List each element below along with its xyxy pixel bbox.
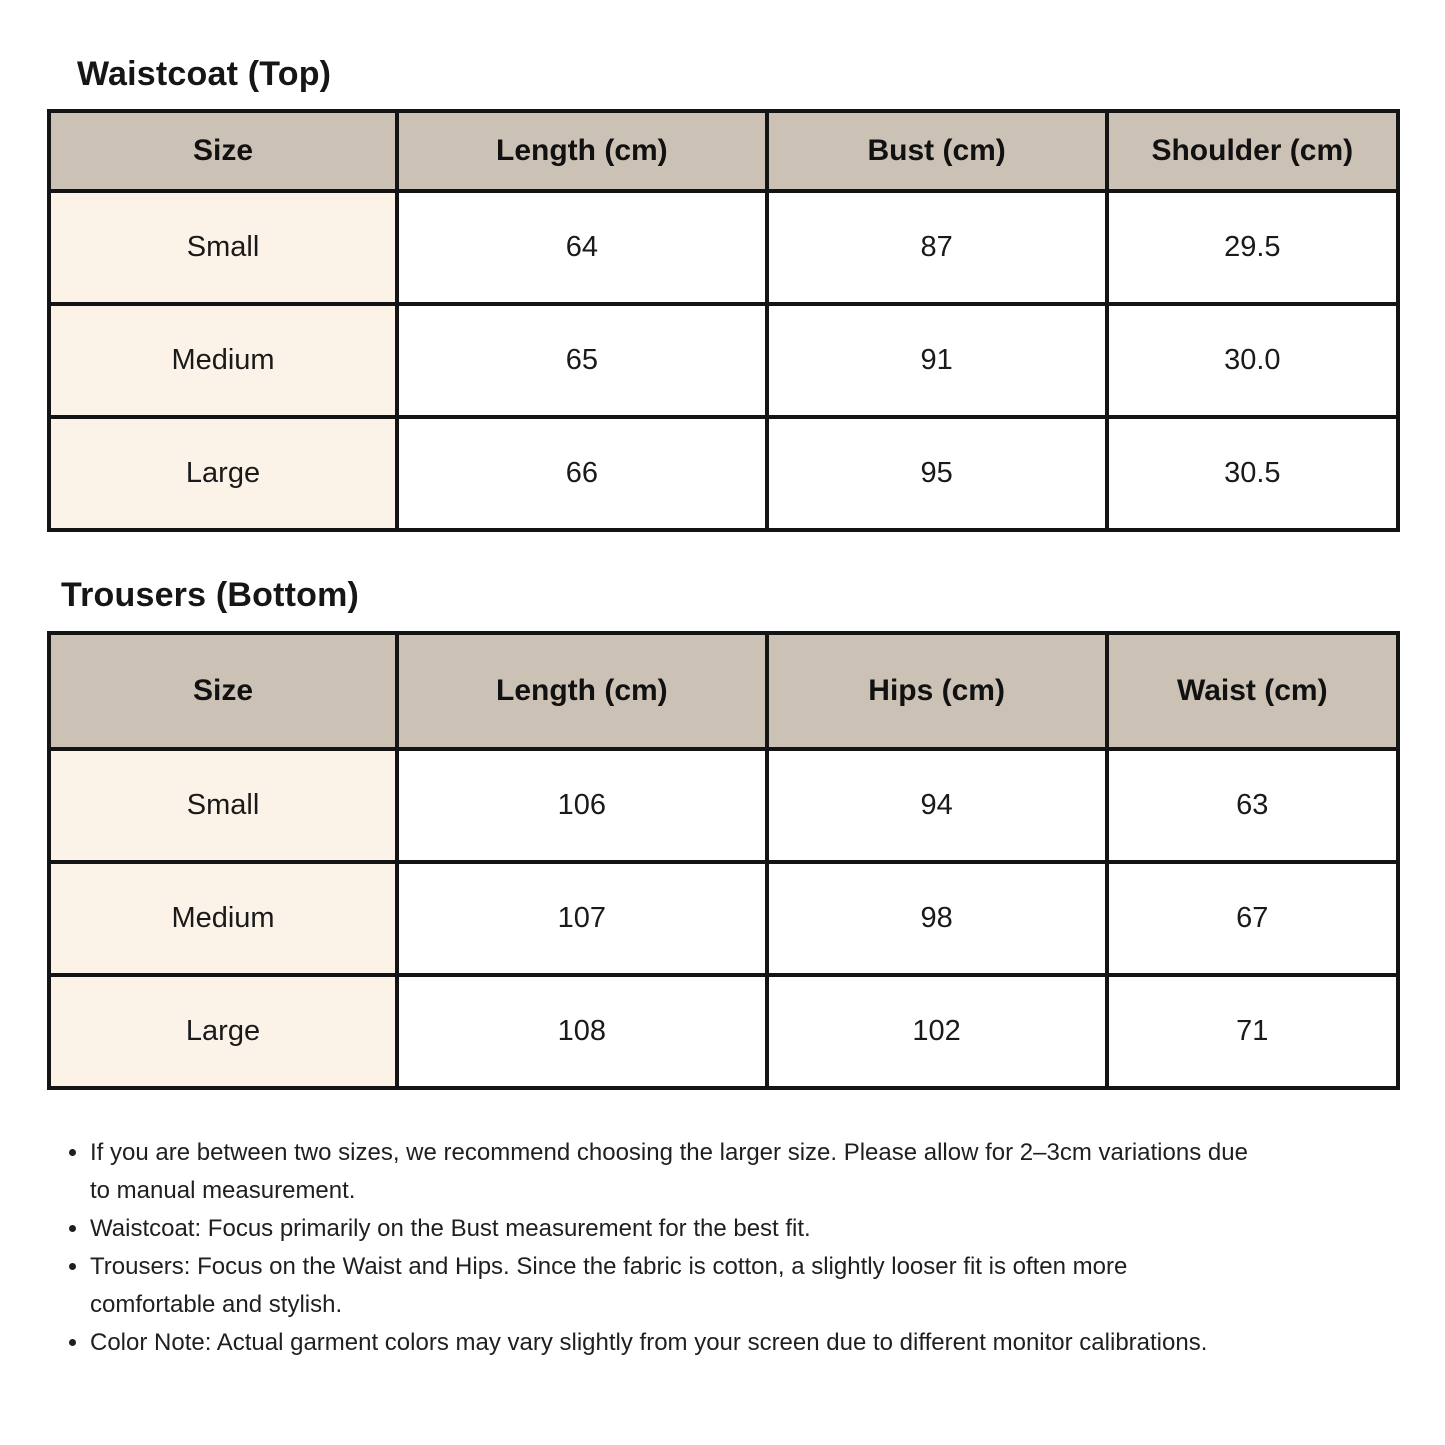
trousers-large-length: 108 — [397, 975, 767, 1088]
trousers-header-hips: Hips (cm) — [767, 633, 1107, 749]
note-waistcoat-fit: • Waistcoat: Focus primarily on the Bust measurement for the best fit. — [90, 1210, 1252, 1248]
waistcoat-header-shoulder: Shoulder (cm) — [1107, 111, 1398, 191]
trousers-small-size: Small — [49, 749, 397, 862]
trousers-large-hips: 102 — [767, 975, 1107, 1088]
trousers-medium-length: 107 — [397, 862, 767, 975]
table-row — [49, 304, 1398, 417]
waistcoat-small-size: Small — [49, 191, 397, 304]
trousers-header-row — [49, 633, 1398, 749]
trousers-size-table — [47, 631, 1400, 1090]
waistcoat-medium-bust: 91 — [767, 304, 1107, 417]
waistcoat-small-shoulder: 29.5 — [1107, 191, 1398, 304]
trousers-large-waist: 71 — [1107, 975, 1398, 1088]
trousers-medium-size: Medium — [49, 862, 397, 975]
fit-notes-list — [47, 1134, 1252, 1362]
waistcoat-large-length: 66 — [397, 417, 767, 530]
waistcoat-header-length: Length (cm) — [397, 111, 767, 191]
waistcoat-large-size: Large — [49, 417, 397, 530]
waistcoat-large-bust: 95 — [767, 417, 1107, 530]
trousers-large-size: Large — [49, 975, 397, 1088]
waistcoat-medium-size: Medium — [49, 304, 397, 417]
trousers-header-length: Length (cm) — [397, 633, 767, 749]
waistcoat-header-bust: Bust (cm) — [767, 111, 1107, 191]
trousers-medium-hips: 98 — [767, 862, 1107, 975]
trousers-medium-waist: 67 — [1107, 862, 1398, 975]
waistcoat-medium-length: 65 — [397, 304, 767, 417]
table-row — [49, 862, 1398, 975]
waistcoat-small-bust: 87 — [767, 191, 1107, 304]
waistcoat-header-size: Size — [49, 111, 397, 191]
table-row — [49, 975, 1398, 1088]
trousers-small-length: 106 — [397, 749, 767, 862]
trousers-small-hips: 94 — [767, 749, 1107, 862]
trousers-small-waist: 63 — [1107, 749, 1398, 862]
waistcoat-small-length: 64 — [397, 191, 767, 304]
note-trousers-fit: • Trousers: Focus on the Waist and Hips. Since the fabric is cotton, a slightly looser fit is often more comfortable and stylish. — [90, 1248, 1252, 1324]
table-row — [49, 417, 1398, 530]
note-sizing-between: • If you are between two sizes, we recommend choosing the larger size. Please allow for 2–3cm variations due to manual measurement. — [90, 1134, 1252, 1210]
waistcoat-section-title: Waistcoat (Top) — [77, 55, 332, 93]
waistcoat-large-shoulder: 30.5 — [1107, 417, 1398, 530]
table-row — [49, 749, 1398, 862]
waistcoat-medium-shoulder: 30.0 — [1107, 304, 1398, 417]
note-color-disclaimer: • Color Note: Actual garment colors may vary slightly from your screen due to different monitor calibrations. — [90, 1324, 1252, 1362]
trousers-section-title: Trousers (Bottom) — [61, 576, 360, 614]
trousers-header-size: Size — [49, 633, 397, 749]
waistcoat-header-row — [49, 111, 1398, 191]
trousers-header-waist: Waist (cm) — [1107, 633, 1398, 749]
waistcoat-size-table — [47, 109, 1400, 532]
table-row — [49, 191, 1398, 304]
